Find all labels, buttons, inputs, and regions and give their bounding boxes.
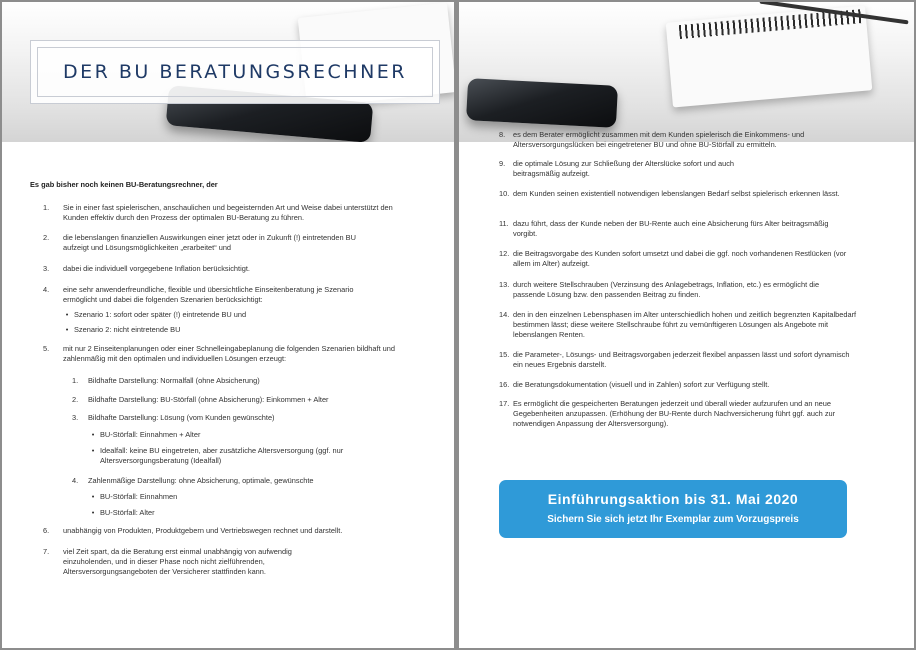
sub-item: 4. Zahlenmäßige Darstellung: ohne Absicherung, optimale, gewünschte bbox=[72, 476, 314, 485]
promo-banner[interactable] bbox=[499, 480, 847, 538]
smartphone-image bbox=[466, 78, 618, 128]
list-item: 1. Sie in einer fast spielerischen, anschaulichen und begeisternden Art und Weise dabei unterstützt den Kunden effektiv durch den Prozess der optimalen BU-Beratung zu führen. bbox=[43, 203, 393, 222]
sub-item: 3. Bildhafte Darstellung: Lösung (vom Kunden gewünschte) bbox=[72, 413, 275, 422]
list-item: 13. durch weitere Stellschrauben (Verzinsung des Anlagebetrags, Inflation, etc.) es ermöglicht die passende Lösung bzw. den passenden Beitrag zu finden. bbox=[499, 280, 820, 299]
promo-title: Einführungsaktion bis 31. Mai 2020 bbox=[547, 491, 799, 507]
list-item: 16. die Beratungsdokumentation (visuell und in Zahlen) sofort zur Verfügung stellt. bbox=[499, 380, 770, 389]
list-item: 17. Es ermöglicht die gespeicherten Beratungen jederzeit und überall wieder aufzurufen und an neue Gegebenheiten anzupassen. (Erhöhung der BU-Rente durch Nachversicherung führt ggf. auch zur notwendigen Anpassung der Altersversorgung). bbox=[499, 399, 836, 428]
sub-bullet: • BU-Störfall: Alter bbox=[91, 508, 155, 517]
list-item: 3. dabei die individuell vorgegebene Inflation berücksichtigt. bbox=[43, 264, 250, 273]
page-title: DER BU BERATUNGSRECHNER bbox=[62, 61, 408, 83]
sub-item: 1. Bildhafte Darstellung: Normalfall (ohne Absicherung) bbox=[72, 376, 260, 385]
list-item: 5. mit nur 2 Einseitenplanungen oder einer Schnelleingabeplanung die folgenden Szenarien bildhaft und zahlenmäßig mit den optimalen und individuellen Lösungen erzeugt: bbox=[43, 344, 396, 363]
list-item: 7. viel Zeit spart, da die Beratung erst einmal unabhängig von aufwendig einzuholenden, und in dieser Phase noch nicht zielführenden, Altersversorgungsangeboten der Versicherer stattfinden kann. bbox=[43, 547, 292, 576]
intro-text: Es gab bisher noch keinen BU-Beratungsrechner, der bbox=[30, 180, 218, 189]
sub-bullet: • Idealfall: keine BU eingetreten, aber zusätzliche Altersversorgung (ggf. nur Altersversorgungsberatung (Idealfall) bbox=[91, 446, 344, 465]
page-right bbox=[459, 2, 914, 648]
list-item: 4. eine sehr anwenderfreundliche, flexible und übersichtliche Einseitenberatung je Szenario ermöglicht und dabei die folgenden Szenarien berücksichtigt: bbox=[43, 285, 354, 304]
list-item: 9. die optimale Lösung zur Schließung der Alterslücke sofort und auch beitragsmäßig aufzeigt. bbox=[499, 159, 735, 178]
list-item: 12. die Beitragsvorgabe des Kunden sofort umsetzt und dabei die ggf. noch vorhandenen Restlücken (vor allem im Alter) aufzeigt. bbox=[499, 249, 847, 268]
list-item: 11. dazu führt, dass der Kunde neben der BU-Rente auch eine Absicherung fürs Alter beitragsmäßig vorgibt. bbox=[499, 219, 829, 238]
scenario-item: • Szenario 1: sofort oder später (!) eintretende BU und bbox=[65, 310, 247, 319]
sub-bullet: • BU-Störfall: Einnahmen bbox=[91, 492, 178, 501]
sub-item: 2. Bildhafte Darstellung: BU-Störfall (ohne Absicherung): Einkommen + Alter bbox=[72, 395, 329, 404]
list-item: 2. die lebenslangen finanziellen Auswirkungen einer jetzt oder in Zukunft (!) eintretenden BU aufzeigt und Lösungsmöglichkeiten „erarbeitet“ und bbox=[43, 233, 356, 252]
title-box bbox=[30, 40, 440, 104]
list-item: 14. den in den einzelnen Lebensphasen im Alter unterschiedlich hohen und zeitlich begrenzten Kapitalbedarf bestimmen lässt; diese weitere Stellschraube führt zu vernünftigeren Lösungen als Angebote mit lebenslangen Renten. bbox=[499, 310, 857, 339]
promo-subtitle: Sichern Sie sich jetzt Ihr Exemplar zum Vorzugspreis bbox=[547, 514, 799, 525]
page-left bbox=[2, 2, 454, 648]
list-item: 8. es dem Berater ermöglicht zusammen mit dem Kunden spielerisch die Einkommens- und Altersversorgungslücken bei eingetretener BU und ohne BU-Störfall zu ermitteln. bbox=[499, 130, 805, 149]
header-photo bbox=[459, 2, 914, 142]
sub-bullet: • BU-Störfall: Einnahmen + Alter bbox=[91, 430, 201, 439]
list-item: 6. unabhängig von Produkten, Produktgebern und Vertriebswegen rechnet und darstellt. bbox=[43, 526, 343, 535]
scenario-item: • Szenario 2: nicht eintretende BU bbox=[65, 325, 181, 334]
list-item: 15. die Parameter-, Lösungs- und Beitragsvorgaben jederzeit flexibel anpassen lässt und sofort dynamisch ein neues Ergebnis darstellt. bbox=[499, 350, 850, 369]
list-item: 10. dem Kunden seinen existentiell notwendigen lebenslangen Bedarf selbst spielerisch erkennen lässt. bbox=[499, 189, 840, 198]
